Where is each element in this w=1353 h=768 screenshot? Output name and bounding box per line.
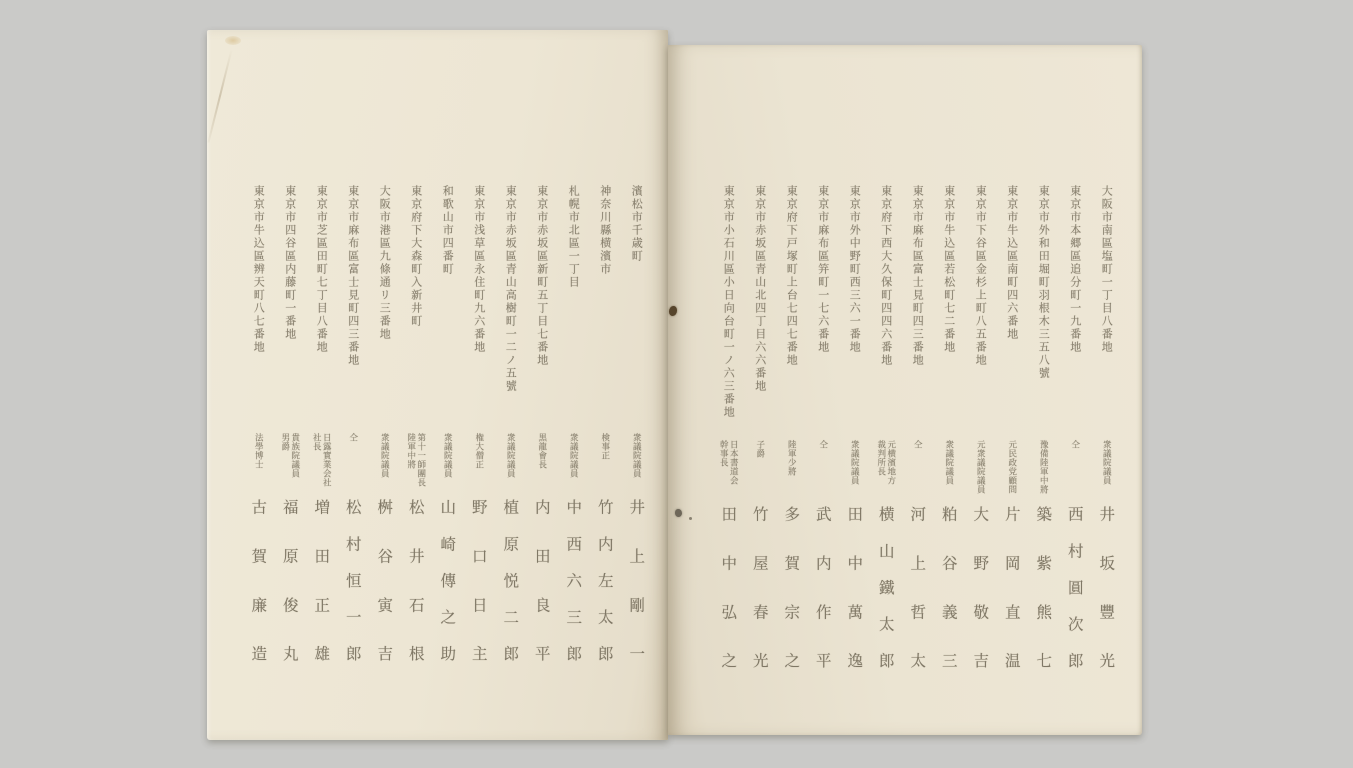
person-title-line: 日露實業会社 [321,433,332,487]
person-title-line: 衆議院議員 [849,440,860,485]
address-text: 東京市牛込區辨天町八七番地 [252,185,266,354]
title-and-name-block [400,433,432,667]
person-title-line: 裁判所長 [875,440,886,476]
person-title-line: 検事正 [599,433,610,460]
person-entry [400,30,432,740]
person-entry [495,30,527,740]
title-and-name-block [495,433,527,667]
address-text: 東京市外中野町西三六一番地 [848,185,862,354]
title-and-name-block [996,440,1028,674]
person-title-line: 衆議院議員 [631,433,642,478]
person-name: 増田正雄 [312,499,331,667]
person-title [505,433,515,497]
address-text: 東京市牛込區若松町七二番地 [942,185,956,354]
title-and-name-block [839,440,871,674]
person-name: 田中弘之 [719,506,738,674]
person-entry [839,45,871,735]
person-title [311,433,331,497]
title-and-name-block [713,440,745,674]
person-title [631,433,641,497]
person-title-line: 衆議院議員 [505,433,516,478]
title-and-name-block [1059,440,1091,674]
person-name: 桝谷寅吉 [375,499,394,667]
address-text: 大阪市南區塩町一丁目八番地 [1100,185,1114,354]
page-right-content [668,45,1122,735]
person-title-line: 幹事長 [718,440,729,467]
person-name: 福原俊丸 [280,499,299,667]
title-and-name-block [965,440,997,674]
title-and-name-block [526,433,558,667]
address-text: 大阪市港區九條通リ三番地 [378,185,392,341]
address-text: 東京市小石川區小日向台町一ノ六三番地 [722,185,736,419]
title-and-name-block [902,440,934,674]
title-and-name-block [558,433,590,667]
person-entry [776,45,808,735]
person-title-line: 第十一師團長 [415,433,426,487]
person-name: 田中萬逸 [845,506,864,674]
person-name: 河上哲太 [908,506,927,674]
person-name: 横山鐵太郎 [876,506,895,674]
person-title [849,440,859,504]
address-text: 東京府下戸塚町上台七四七番地 [785,185,799,367]
person-title [348,433,358,497]
person-title-line: 仝 [347,433,358,442]
person-title-line: 衆議院議員 [442,433,453,478]
address-text: 東京市下谷區金杉上町八五番地 [974,185,988,367]
person-title [280,433,300,497]
title-and-name-block [243,433,275,667]
address-text: 東京市本郷區追分町一九番地 [1068,185,1082,354]
title-and-name-block [432,433,464,667]
person-entry [1091,45,1123,735]
person-entry [589,30,621,740]
person-title [379,433,389,497]
person-title-line: 陸軍中將 [405,433,416,469]
title-and-name-block [274,433,306,667]
person-entry [933,45,965,735]
person-title-line: 仝 [912,440,923,449]
title-and-name-block [621,433,653,667]
person-name: 竹屋春光 [750,506,769,674]
person-name: 中西六三郎 [564,499,583,667]
person-title-line: 仝 [1069,440,1080,449]
person-title-line: 衆議院議員 [943,440,954,485]
person-entry [463,30,495,740]
left-page-columns [243,30,653,740]
person-entry [526,30,558,740]
person-title [786,440,796,504]
person-title [1038,440,1048,504]
person-title-line: 法學博士 [253,433,264,469]
person-title-line: 貴族院議員 [289,433,300,478]
person-name: 井坂豐光 [1097,506,1116,674]
person-entry [337,30,369,740]
title-and-name-block [463,433,495,667]
person-title [1070,440,1080,504]
title-and-name-block [933,440,965,674]
ink-spot [675,509,682,517]
person-title-line: 陸軍少將 [786,440,797,476]
person-title [975,440,985,504]
person-title-line: 社長 [311,433,322,451]
person-title [568,433,578,497]
person-title-line: 日本書道会 [728,440,739,485]
address-text: 東京府下西大久保町四四六番地 [879,185,893,367]
address-text: 札幌市北區一丁目 [567,185,581,289]
person-name: 野口日主 [469,499,488,667]
title-and-name-block [337,433,369,667]
address-text: 和歌山市四番町 [441,185,455,276]
person-name: 築紫熊七 [1034,506,1053,674]
title-and-name-block [776,440,808,674]
person-title [944,440,954,504]
person-title [1101,440,1111,504]
address-text: 東京市麻布區富士見町四三番地 [346,185,360,367]
address-text: 東京市麻布區笄町一七六番地 [816,185,830,354]
address-text: 東京市赤坂區青山高樹町一二ノ五號 [504,185,518,393]
person-name: 武内作平 [813,506,832,674]
person-title-line: 衆議院議員 [1101,440,1112,485]
title-and-name-block [369,433,401,667]
person-title [912,440,922,504]
person-entry [902,45,934,735]
address-text: 東京府下大森町入新井町 [409,185,423,328]
person-title [406,433,426,497]
person-title [818,440,828,504]
person-entry [1028,45,1060,735]
person-title [442,433,452,497]
person-title-line: 子爵 [754,440,765,458]
person-name: 井上剛一 [627,499,646,667]
person-title-line: 権大僧正 [473,433,484,469]
person-title [253,433,263,497]
address-text: 東京市麻布區富士見町四三番地 [911,185,925,367]
person-title [718,440,738,504]
person-entry [744,45,776,735]
address-text: 東京市四谷區内藤町一番地 [283,185,297,341]
person-entry [432,30,464,740]
address-text: 神奈川縣横濱市 [598,185,612,276]
title-and-name-block [1091,440,1123,674]
person-name: 山崎傳之助 [438,499,457,667]
person-name: 粕谷義三 [939,506,958,674]
right-page-columns [713,45,1123,735]
ink-spot [689,517,692,520]
person-entry [713,45,745,735]
person-entry [243,30,275,740]
address-text: 東京市外和田堀町羽根木三五八號 [1037,185,1051,380]
person-entry [807,45,839,735]
person-entry [558,30,590,740]
person-name: 片岡直温 [1002,506,1021,674]
person-entry [965,45,997,735]
person-entry [369,30,401,740]
book-page-right [668,45,1142,735]
person-title-line: 元衆議院議員 [975,440,986,494]
person-name: 古賀廉造 [249,499,268,667]
book-page-left [207,30,668,740]
person-title-line: 元民政党顧問 [1006,440,1017,494]
person-entry [870,45,902,735]
title-and-name-block [1028,440,1060,674]
address-text: 東京市赤坂區青山北四丁目六六番地 [753,185,767,393]
person-name: 竹内左太郎 [595,499,614,667]
person-title-line: 豫備陸軍中將 [1038,440,1049,494]
person-name: 内田良平 [532,499,551,667]
person-title [474,433,484,497]
person-name: 大野敬吉 [971,506,990,674]
person-entry [996,45,1028,735]
person-title-line: 衆議院議員 [379,433,390,478]
title-and-name-block [589,433,621,667]
person-name: 松村恒一郎 [343,499,362,667]
title-and-name-block [744,440,776,674]
person-title [755,440,765,504]
address-text: 東京市赤坂區新町五丁目七番地 [535,185,549,367]
person-title [600,433,610,497]
person-title [537,433,547,497]
address-text: 東京市芝區田町七丁目八番地 [315,185,329,354]
person-title-line: 元横濱地方 [885,440,896,485]
person-entry [621,30,653,740]
title-and-name-block [870,440,902,674]
person-entry [274,30,306,740]
person-title-line: 仝 [817,440,828,449]
address-text: 東京市牛込區南町四六番地 [1005,185,1019,341]
page-left-content [207,30,652,740]
person-entry [306,30,338,740]
person-name: 西村圓次郎 [1065,506,1084,674]
title-and-name-block [807,440,839,674]
person-name: 多賀宗之 [782,506,801,674]
person-title-line: 男爵 [279,433,290,451]
person-title-line: 衆議院議員 [568,433,579,478]
person-title [876,440,896,504]
person-name: 植原悦二郎 [501,499,520,667]
person-title-line: 黒龍會長 [536,433,547,469]
address-text: 濱松市千歳町 [630,185,644,263]
person-name: 松井石根 [406,499,425,667]
person-entry [1059,45,1091,735]
person-title [1007,440,1017,504]
address-text: 東京市浅草區永住町九六番地 [472,185,486,354]
title-and-name-block [306,433,338,667]
